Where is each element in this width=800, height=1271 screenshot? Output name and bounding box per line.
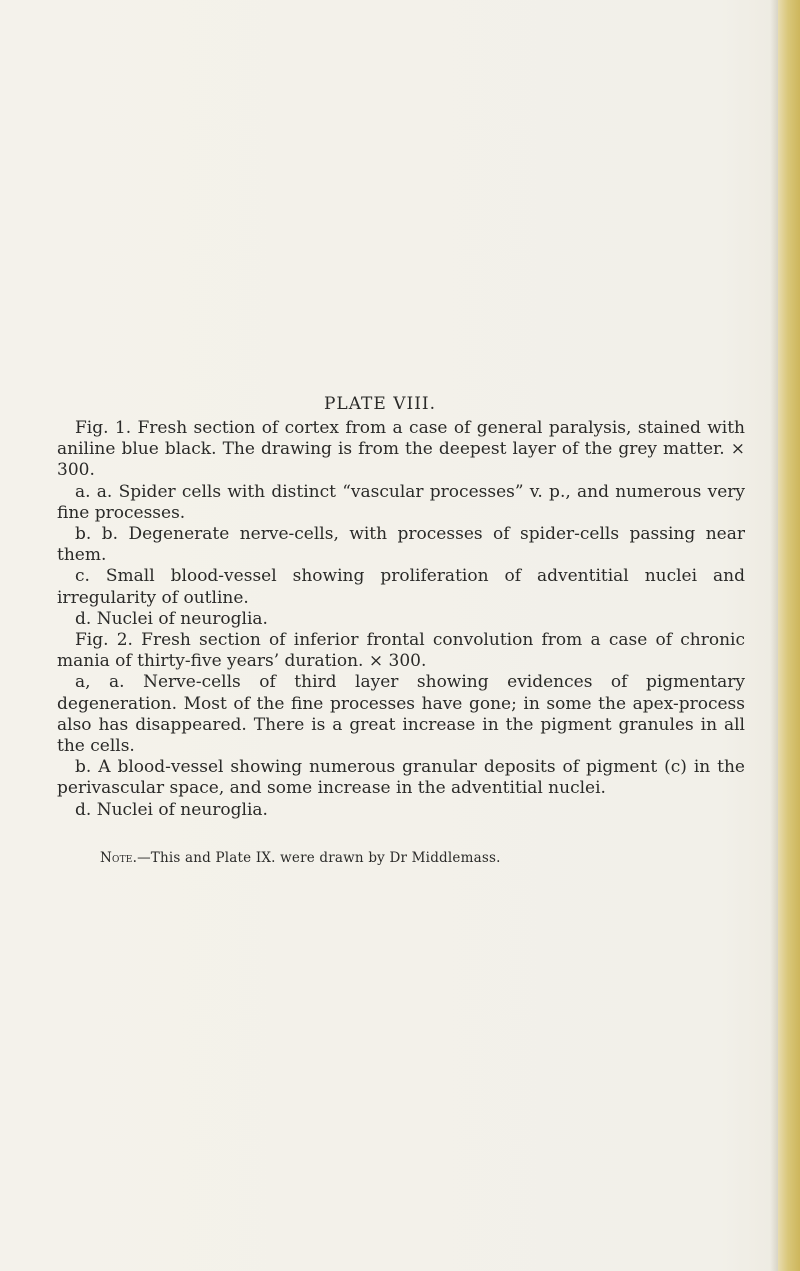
plate-description (57, 418, 745, 821)
fig2-item-b: b. A blood-vessel showing numerous granular deposits of pigment (c) in the perivascular space, and some increase in the adventitial nuclei. (57, 757, 745, 799)
fig1-item-d: d. Nuclei of neuroglia. (75, 608, 268, 629)
fig1-item-c: c. Small blood-vessel showing proliferation of adventitial nuclei and irregularity of outline. (57, 566, 745, 608)
fig2-caption: Fig. 2. Fresh section of inferior frontal convolution from a case of chronic mania of thirty-five years’ duration. × 300. (57, 630, 745, 672)
note-text: —This and Plate IX. were drawn by Dr Middlemass. (137, 850, 501, 866)
plate-title: PLATE VIII. (323, 394, 437, 414)
fig2-item-a: a, a. Nerve-cells of third layer showing evidences of pigmentary degeneration. Most of the fine processes have gone; in some the apex-process also has disappeared. There is a great increase in the pigment granules in all the cells. (57, 672, 745, 757)
note (100, 850, 501, 866)
fig1-caption: Fig. 1. Fresh section of cortex from a case of general paralysis, stained with aniline blue black. The drawing is from the deepest layer of the grey matter. × 300. (57, 418, 745, 481)
note-label: Note. (100, 850, 138, 866)
fig1-item-a: a. a. Spider cells with distinct “vascular processes” v. p., and numerous very fine processes. (57, 481, 745, 523)
page-edge-shadow (770, 0, 778, 1271)
fig2-item-d: d. Nuclei of neuroglia. (75, 799, 268, 820)
page-edge (778, 0, 800, 1271)
fig1-item-b: b. b. Degenerate nerve-cells, with processes of spider-cells passing near them. (57, 524, 745, 566)
